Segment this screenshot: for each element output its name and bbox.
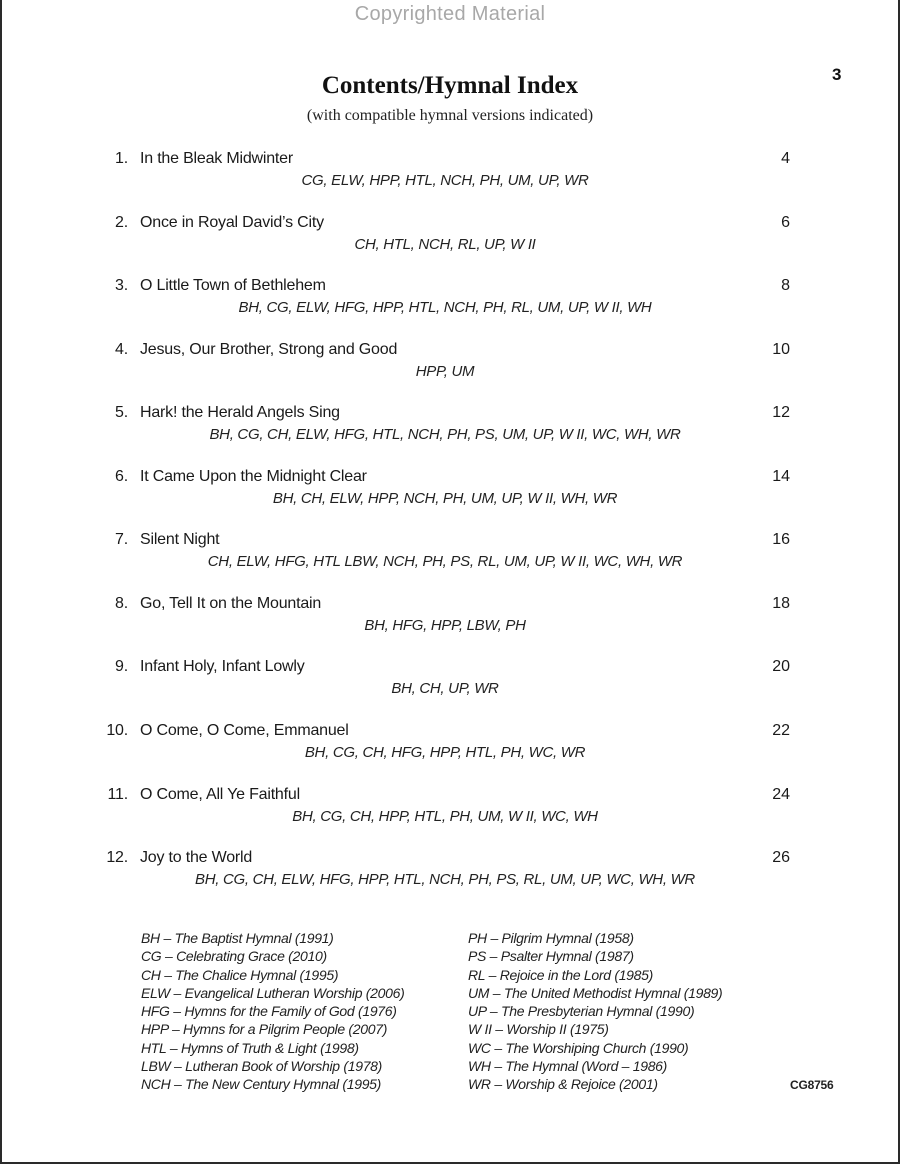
entry-versions: CG, ELW, HPP, HTL, NCH, PH, UM, UP, WR: [301, 172, 589, 189]
entry-number: 8.: [115, 595, 128, 612]
entry-versions: BH, CG, CH, HPP, HTL, PH, UM, W II, WC, WH: [292, 808, 598, 825]
entry-page: 24: [772, 786, 790, 803]
entry-number: 5.: [115, 404, 128, 421]
copyright-watermark: Copyrighted Material: [354, 3, 546, 25]
entry-title: In the Bleak Midwinter: [140, 150, 294, 167]
legend-item: UP – The Presbyterian Hymnal (1990): [468, 1003, 695, 1020]
legend-item: UM – The United Methodist Hymnal (1989): [468, 984, 723, 1001]
legend-item: LBW – Lutheran Book of Worship (1978): [141, 1058, 383, 1075]
entry-title: Jesus, Our Brother, Strong and Good: [140, 341, 398, 358]
catalog-code: CG8756: [790, 1078, 834, 1092]
entry-page: 22: [772, 722, 790, 739]
legend-item: PH – Pilgrim Hymnal (1958): [468, 930, 634, 946]
entry-number: 7.: [115, 531, 128, 548]
entry-page: 16: [772, 531, 790, 548]
hymnal-legend-left: [141, 929, 404, 1094]
entry-versions: BH, HFG, HPP, LBW, PH: [364, 617, 526, 634]
legend-item: PS – Psalter Hymnal (1987): [468, 948, 634, 965]
legend-item: WC – The Worshiping Church (1990): [468, 1039, 689, 1056]
contents-entry: [0, 468, 900, 518]
legend-item: CH – The Chalice Hymnal (1995): [141, 966, 339, 983]
legend-item: WH – The Hymnal (Word – 1986): [468, 1058, 668, 1075]
entry-page: 12: [772, 404, 790, 421]
entry-versions: CH, ELW, HFG, HTL LBW, NCH, PH, PS, RL, UM, UP, W II, WC, WH, WR: [207, 553, 683, 570]
entry-page: 14: [772, 468, 790, 485]
entry-title: O Come, All Ye Faithful: [140, 786, 300, 803]
entry-versions: CH, HTL, NCH, RL, UP, W II: [354, 236, 536, 253]
entry-title: Go, Tell It on the Mountain: [140, 595, 322, 612]
entry-versions: BH, CH, ELW, HPP, NCH, PH, UM, UP, W II, WH, WR: [272, 490, 618, 507]
entry-page: 10: [772, 341, 790, 358]
entry-versions: HPP, UM: [415, 363, 475, 380]
entry-number: 4.: [115, 341, 128, 358]
contents-entry: [0, 595, 900, 645]
hymnal-legend-right: [468, 929, 722, 1094]
contents-entry: [0, 404, 900, 454]
entry-versions: BH, CH, UP, WR: [391, 680, 499, 697]
legend-item: W II – Worship II (1975): [468, 1021, 609, 1038]
legend-item: HFG – Hymns for the Family of God (1976): [141, 1003, 397, 1020]
entry-title: O Come, O Come, Emmanuel: [140, 722, 349, 739]
legend-item: ELW – Evangelical Lutheran Worship (2006): [141, 984, 405, 1001]
contents-entry: [0, 786, 900, 836]
entry-number: 11.: [107, 786, 128, 803]
entry-page: 8: [781, 277, 790, 294]
entry-page: 26: [772, 849, 790, 866]
entry-versions: BH, CG, CH, ELW, HFG, HPP, HTL, NCH, PH, PS, RL, UM, UP, WC, WH, WR: [195, 871, 695, 888]
entry-title: Hark! the Herald Angels Sing: [140, 404, 340, 421]
entry-title: It Came Upon the Midnight Clear: [140, 468, 367, 485]
entry-versions: BH, CG, ELW, HFG, HPP, HTL, NCH, PH, RL, UM, UP, W II, WH: [238, 299, 652, 316]
page-number: 3: [832, 65, 842, 84]
contents-entry: [0, 150, 900, 200]
entry-title: Silent Night: [140, 531, 220, 548]
entry-page: 18: [772, 595, 790, 612]
contents-entry: [0, 849, 900, 899]
entry-number: 6.: [115, 468, 128, 485]
contents-entry: [0, 658, 900, 708]
page-subtitle: (with compatible hymnal versions indicated): [306, 107, 594, 124]
legend-item: NCH – The New Century Hymnal (1995): [141, 1076, 382, 1093]
contents-entry: [0, 341, 900, 391]
entry-number: 2.: [115, 214, 128, 231]
legend-item: WR – Worship & Rejoice (2001): [468, 1076, 658, 1093]
contents-entry: [0, 277, 900, 327]
legend-item: CG – Celebrating Grace (2010): [141, 948, 327, 965]
entry-page: 20: [772, 658, 790, 675]
legend-item: HPP – Hymns for a Pilgrim People (2007): [141, 1021, 388, 1038]
entry-number: 12.: [106, 849, 128, 866]
contents-entry: [0, 531, 900, 581]
entry-page: 4: [781, 150, 790, 167]
legend-item: HTL – Hymns of Truth & Light (1998): [141, 1039, 359, 1056]
entry-number: 3.: [115, 277, 128, 294]
entry-number: 1.: [115, 150, 128, 167]
entry-number: 9.: [115, 658, 128, 675]
entry-title: Once in Royal David’s City: [140, 214, 324, 231]
entry-number: 10.: [106, 722, 128, 739]
entry-page: 6: [781, 214, 790, 231]
entry-versions: BH, CG, CH, HFG, HPP, HTL, PH, WC, WR: [304, 744, 586, 761]
entry-title: Joy to the World: [140, 849, 253, 866]
legend-item: RL – Rejoice in the Lord (1985): [468, 966, 654, 983]
page-title: Contents/Hymnal Index: [321, 72, 579, 99]
contents-entry: [0, 214, 900, 264]
entry-versions: BH, CG, CH, ELW, HFG, HTL, NCH, PH, PS, UM, UP, W II, WC, WH, WR: [209, 426, 681, 443]
contents-entry: [0, 722, 900, 772]
entry-title: O Little Town of Bethlehem: [140, 277, 326, 294]
legend-item: BH – The Baptist Hymnal (1991): [141, 930, 334, 946]
entry-title: Infant Holy, Infant Lowly: [140, 658, 305, 675]
